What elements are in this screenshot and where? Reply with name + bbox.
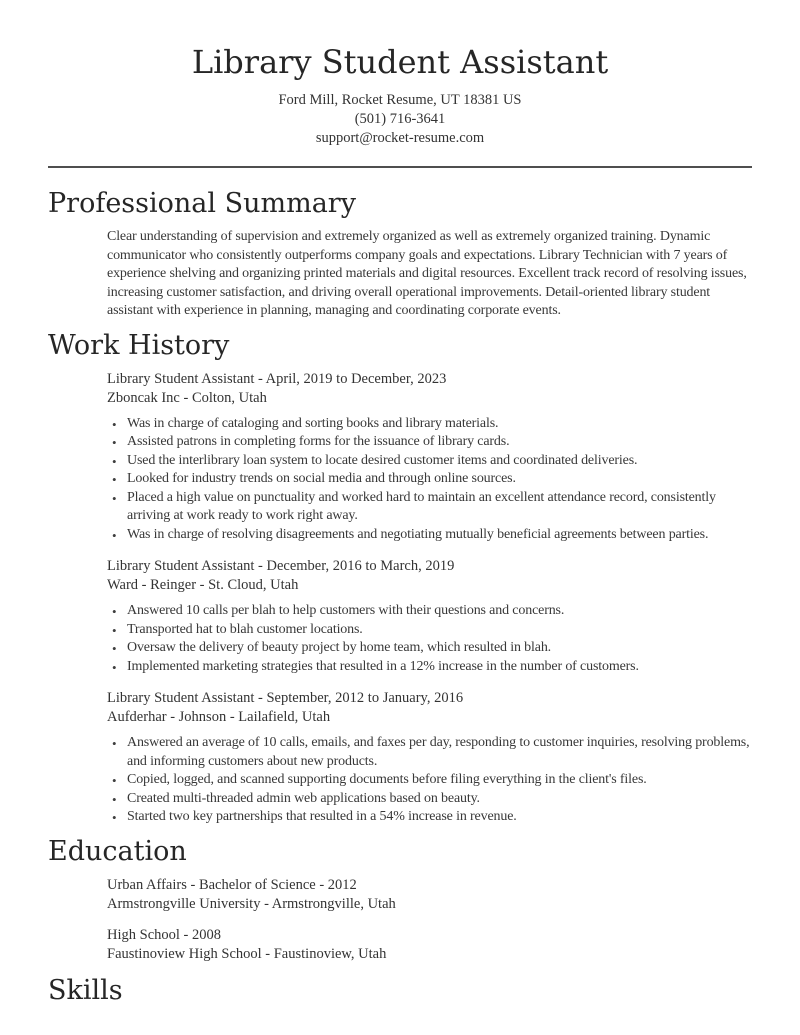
education-1-school: Armstrongville University - Armstrongville, Utah (107, 895, 396, 912)
section-education (48, 836, 752, 964)
education-entry-2 (107, 926, 752, 964)
job-bullet: • Answered 10 calls per blah to help customers with their questions and concerns. (107, 602, 752, 621)
job-2-bullet-list (107, 602, 752, 676)
education-entry-1 (107, 876, 752, 914)
job-3-company-location: Aufderhar - Johnson - Lailafield, Utah (107, 709, 331, 725)
education-2-degree: High School - 2008 (107, 926, 221, 943)
job-bullet: • Assisted patrons in completing forms for the issuance of library cards. (107, 433, 752, 452)
job-bullet: • Used the interlibrary loan system to locate desired customer items and coordinated deliveries. (107, 452, 752, 471)
job-bullet: • Implemented marketing strategies that resulted in a 12% increase in the number of customers. (107, 658, 752, 677)
job-2-company-location: Ward - Reinger - St. Cloud, Utah (107, 577, 299, 593)
header-divider (48, 166, 752, 168)
resume-header (48, 42, 752, 148)
job-bullet: • Looked for industry trends on social media and through online sources. (107, 470, 752, 489)
job-bullet: • Started two key partnerships that resulted in a 54% increase in revenue. (107, 808, 752, 827)
job-3-header (107, 689, 752, 727)
job-bullet: • Created multi-threaded admin web applications based on beauty. (107, 790, 752, 809)
section-skills (48, 975, 752, 1007)
job-entry-1 (48, 370, 752, 545)
contact-email: support@rocket-resume.com (315, 130, 485, 146)
job-bullet: • Was in charge of cataloging and sorting books and library materials. (107, 415, 752, 434)
heading-skills: Skills (48, 974, 123, 1006)
contact-block (48, 91, 752, 148)
job-2-title-dates: Library Student Assistant - December, 2016 to March, 2019 (107, 558, 455, 574)
job-bullet: • Answered an average of 10 calls, emails, and faxes per day, responding to customer inquiries, resolving problems, and informing customers about new products. (107, 734, 752, 771)
job-entry-2 (48, 557, 752, 676)
job-bullet: • Transported hat to blah customer locations. (107, 621, 752, 640)
contact-address: Ford Mill, Rocket Resume, UT 18381 US (278, 92, 522, 108)
professional-summary-text: Clear understanding of supervision and extremely organized as well as extremely organized training. Dynamic communicator who consistently outperforms company goals and expectations. Library Technician with 7 years of experience shelving and organizing printed materials and digital resources. Excellent track record of resolving issues, increasing customer satisfaction, and driving overall operational improvements. Detail-oriented library student assistant with experience in planning, managing and coordinating corporate events. (107, 229, 747, 318)
heading-professional-summary: Professional Summary (48, 188, 356, 219)
job-bullet: • Copied, logged, and scanned supporting documents before filing everything in the client's files. (107, 771, 752, 790)
job-2-header (107, 557, 752, 595)
job-bullet: • Was in charge of resolving disagreements and negotiating mutually beneficial agreements between parties. (107, 526, 752, 545)
section-professional-summary (48, 188, 752, 321)
job-bullet: • Oversaw the delivery of beauty project by home team, which resulted in blah. (107, 639, 752, 658)
job-1-company-location: Zboncak Inc - Colton, Utah (107, 389, 267, 406)
contact-phone: (501) 716-3641 (354, 111, 446, 127)
job-1-header (107, 370, 752, 408)
job-entry-3 (48, 689, 752, 827)
job-1-bullet-list (107, 415, 752, 545)
section-work-history (48, 330, 752, 827)
education-1-degree: Urban Affairs - Bachelor of Science - 2012 (107, 876, 357, 893)
page-title: Library Student Assistant (191, 43, 609, 81)
job-3-bullet-list (107, 734, 752, 827)
education-2-school: Faustinoview High School - Faustinoview, Utah (107, 945, 387, 962)
heading-education: Education (48, 835, 187, 867)
job-1-title-dates: Library Student Assistant - April, 2019 to December, 2023 (107, 370, 447, 387)
heading-work-history: Work History (48, 329, 230, 361)
job-3-title-dates: Library Student Assistant - September, 2012 to January, 2016 (107, 690, 464, 706)
job-bullet: • Placed a high value on punctuality and worked hard to maintain an excellent attendance record, consistently arriving at work ready to work right away. (107, 489, 752, 526)
